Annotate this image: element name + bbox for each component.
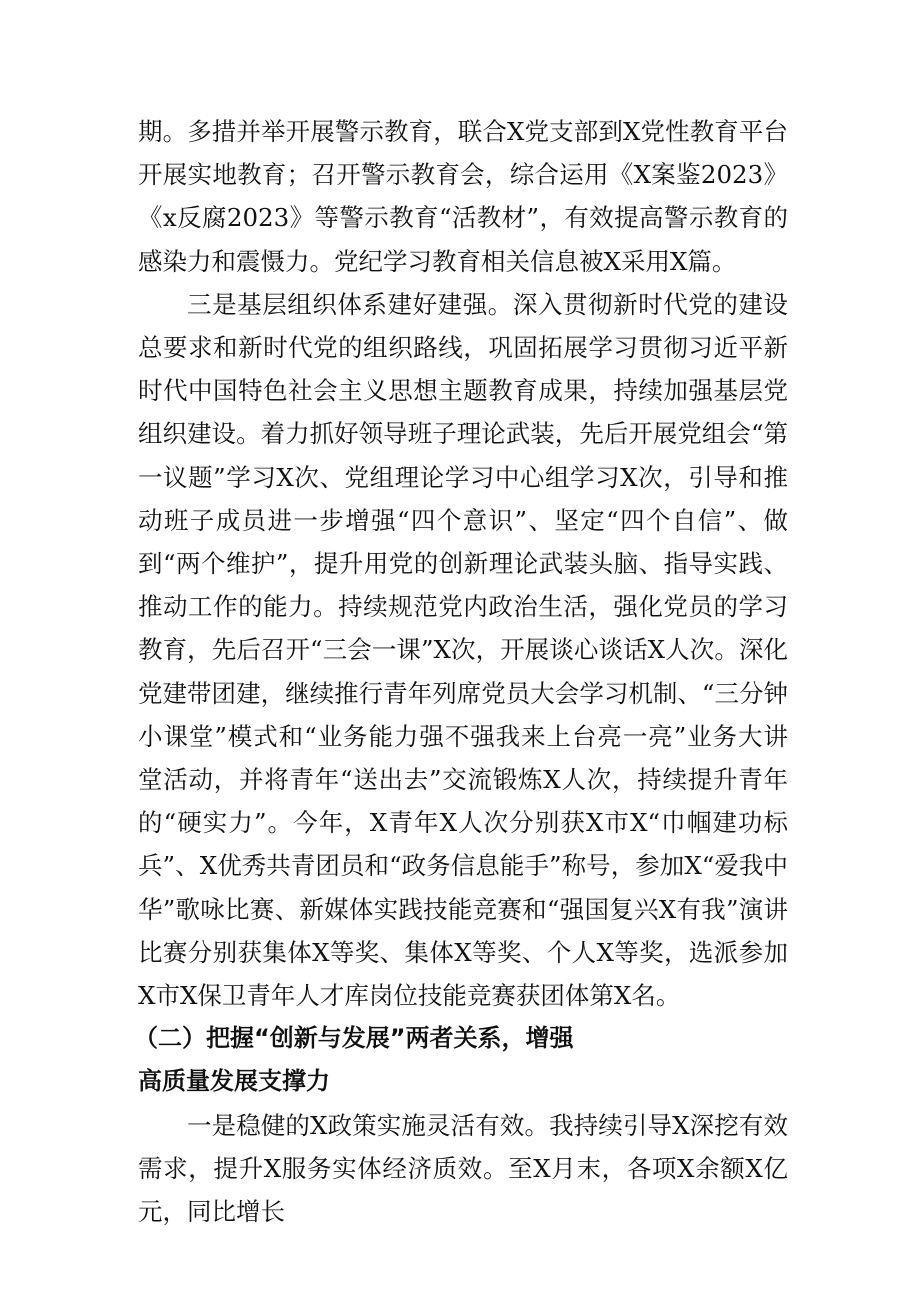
section-heading-line-1: （二）把握“创新与发展”两者关系，增强 <box>134 1024 574 1053</box>
section-heading-line-2: 高质量发展支撑力 <box>138 1067 330 1096</box>
paragraph-warning-education: 期。多措并举开展警示教育，联合X党支部到X党性教育平台开展实地教育；召开警示教育会，综合运用《X案鉴2023》《x反腐2023》等警示教育“活教材”，有效提高警示教育的感染力和震慑力。党纪学习教育相关信息被X采用X篇。 <box>138 117 788 276</box>
paragraph-policy-implementation: 一是稳健的X政策实施灵活有效。我持续引导X深挖有效需求，提升X服务实体经济质效。至X月末，各项X余额X亿元，同比增长 <box>138 1110 788 1227</box>
document-body <box>134 110 788 1233</box>
paragraph-grassroots-organization: 三是基层组织体系建好建强。深入贯彻新时代党的建设总要求和新时代党的组织路线，巩固拓展学习贯彻习近平新时代中国特色社会主义思想主题教育成果，持续加强基层党组织建设。着力抓好领导班子理论武装，先后开展党组会“第一议题”学习X次、党组理论学习中心组学习X次，引导和推动班子成员进一步增强“四个意识”、坚定“四个自信”、做到“两个维护”，提升用党的创新理论武装头脑、指导实践、推动工作的能力。持续规范党内政治生活，强化党员的学习教育，先后召开“三会一课”X次，开展谈心谈话X人次。深化党建带团建，继续推行青年列席党员大会学习机制、“三分钟小课堂”模式和“业务能力强不强我来上台亮一亮”业务大讲堂活动，并将青年“送出去”交流锻炼X人次，持续提升青年的“硬实力”。今年，X青年X人次分别获X市X“巾帼建功标兵”、X优秀共青团员和“政务信息能手”称号，参加X“爱我中华”歌咏比赛、新媒体实践技能竞赛和“强国复兴X有我”演讲比赛分别获集体X等奖、集体X等奖、个人X等奖，选派参加X市X保卫青年人才库岗位技能竞赛获团体第X名。 <box>138 289 788 1011</box>
section-heading <box>134 1017 788 1103</box>
